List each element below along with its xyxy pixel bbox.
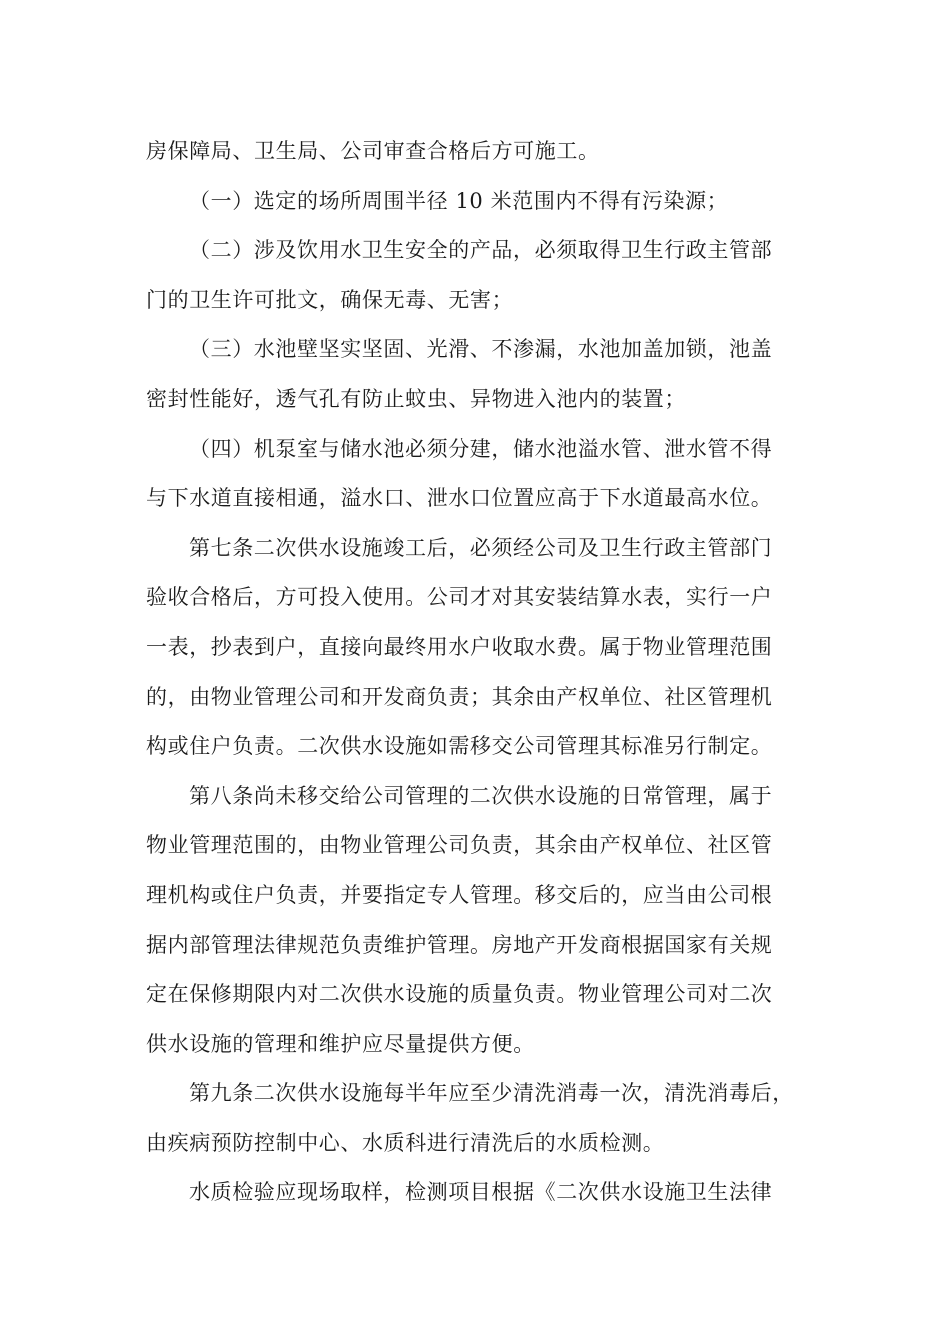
text-line: （四）机泵室与储水池必须分建，储水池溢水管、泄水管不得 xyxy=(189,436,773,461)
text-line: 的，由物业管理公司和开发商负责；其余由产权单位、社区管理机 xyxy=(146,684,773,709)
text-line: 供水设施的管理和维护应尽量提供方便。 xyxy=(146,1031,535,1056)
text-line: （一）选定的场所周围半径 10 米范围内不得有污染源； xyxy=(189,188,729,213)
text-line: （二）涉及饮用水卫生安全的产品，必须取得卫生行政主管部 xyxy=(189,238,773,263)
text-line: 一表，抄表到户，直接向最终用水户收取水费。属于物业管理范围 xyxy=(146,634,773,659)
text-line: 第七条二次供水设施竣工后，必须经公司及卫生行政主管部门 xyxy=(189,535,773,560)
text-line: 由疾病预防控制中心、水质科进行清洗后的水质检测。 xyxy=(146,1130,665,1155)
text-line: 据内部管理法律规范负责维护管理。房地产开发商根据国家有关规 xyxy=(146,932,773,957)
text-line: 水质检验应现场取样，检测项目根据《二次供水设施卫生法律 xyxy=(189,1180,773,1205)
text-line: 物业管理范围的，由物业管理公司负责，其余由产权单位、社区管 xyxy=(146,833,773,858)
text-line: （三）水池壁坚实坚固、光滑、不渗漏，水池加盖加锁，池盖 xyxy=(189,337,773,362)
text-line: 第九条二次供水设施每半年应至少清洗消毒一次，清洗消毒后， xyxy=(189,1081,794,1106)
text-line: 密封性能好，透气孔有防止蚊虫、异物进入池内的装置； xyxy=(146,386,686,411)
text-line: 第八条尚未移交给公司管理的二次供水设施的日常管理，属于 xyxy=(189,783,773,808)
text-line: 理机构或住户负责，并要指定专人管理。移交后的，应当由公司根 xyxy=(146,882,773,907)
text-line: 房保障局、卫生局、公司审查合格后方可施工。 xyxy=(146,139,600,163)
text-line: 构或住户负责。二次供水设施如需移交公司管理其标准另行制定。 xyxy=(146,734,773,759)
text-line: 与下水道直接相通，溢水口、泄水口位置应高于下水道最高水位。 xyxy=(146,486,773,511)
text-line: 定在保修期限内对二次供水设施的质量负责。物业管理公司对二次 xyxy=(146,982,773,1007)
text-line: 门的卫生许可批文，确保无毒、无害； xyxy=(146,287,514,312)
document-body xyxy=(146,127,806,1218)
text-line: 验收合格后，方可投入使用。公司才对其安装结算水表，实行一户 xyxy=(146,585,773,610)
